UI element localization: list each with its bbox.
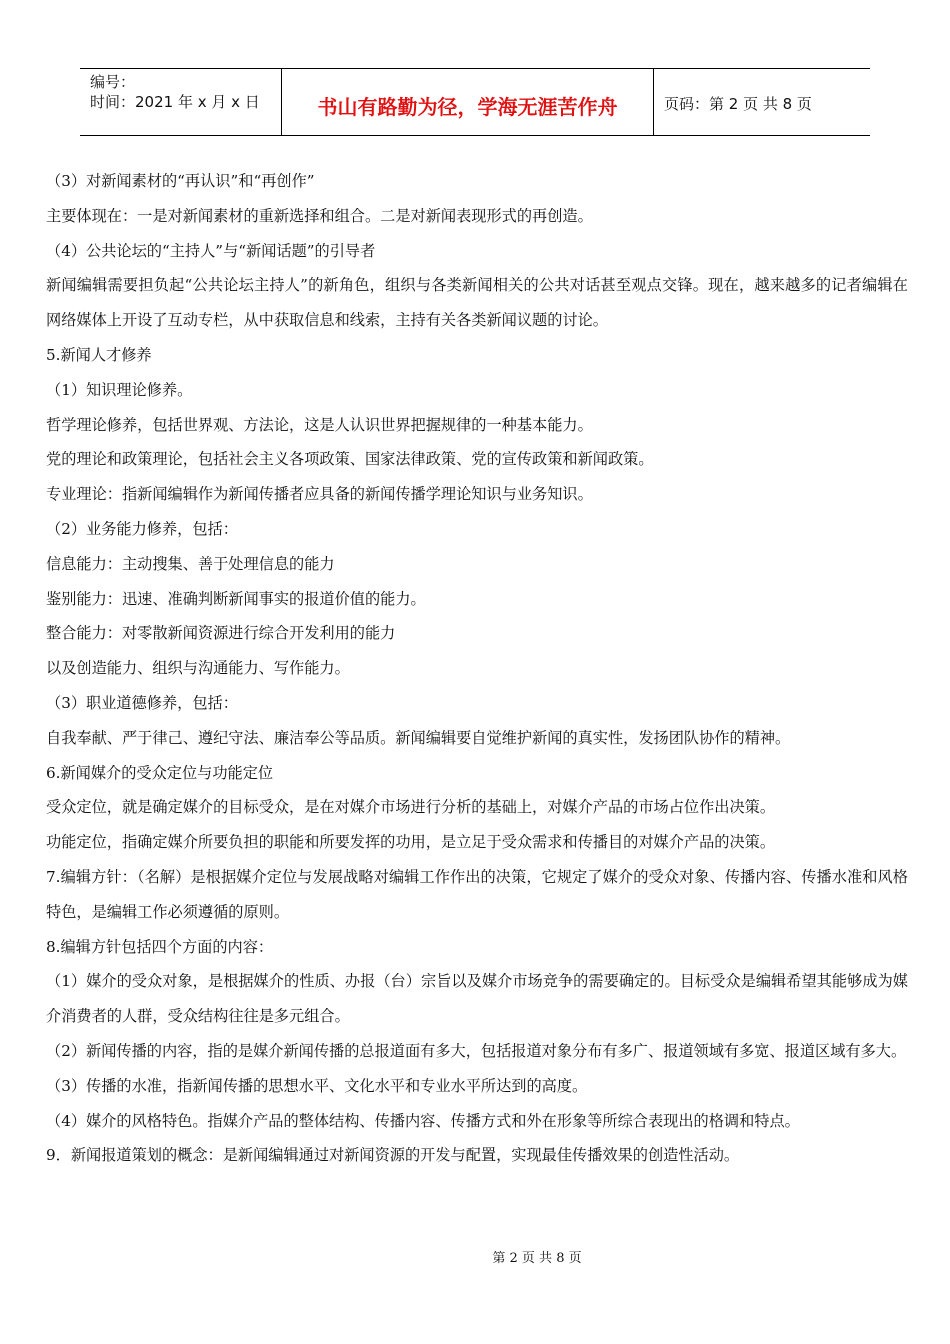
paragraph: 以及创造能力、组织与沟通能力、写作能力。 bbox=[46, 659, 350, 678]
document-number-label: 编号： bbox=[90, 73, 136, 91]
paragraph: （3）职业道德修养，包括： bbox=[46, 693, 238, 712]
header-page-code: 页码：第 2 页 共 8 页 bbox=[664, 94, 812, 113]
paragraph: 党的理论和政策理论，包括社会主义各项政策、国家法律政策、党的宣传政策和新闻政策。 bbox=[46, 450, 654, 469]
paragraph: 哲学理论修养，包括世界观、方法论，这是人认识世界把握规律的一种基本能力。 bbox=[46, 415, 593, 434]
document-body bbox=[46, 164, 908, 1173]
section-heading: 8.编辑方针包括四个方面的内容： bbox=[46, 937, 274, 956]
header-motto: 书山有路勤为径，学海无涯苦作舟 bbox=[282, 69, 654, 135]
paragraph: （2）新闻传播的内容，指的是媒介新闻传播的总报道面有多大，包括报道对象分布有多广、报道领域有多宽、报道区域有多大。 bbox=[46, 1041, 907, 1060]
paragraph: （3）传播的水准，指新闻传播的思想水平、文化水平和专业水平所达到的高度。 bbox=[46, 1076, 588, 1095]
paragraph: 新闻编辑需要担负起“公共论坛主持人”的新角色，组织与各类新闻相关的公共对话甚至观点交锋。现在，越来越多的记者编辑在网络媒体上开设了互动专栏，从中获取信息和线索，主持有关各类新闻议题的讨论。 bbox=[46, 276, 908, 330]
paragraph: 鉴别能力：迅速、准确判断新闻事实的报道价值的能力。 bbox=[46, 589, 426, 608]
section-heading: 7.编辑方针：（名解）是根据媒介定位与发展战略对编辑工作作出的决策，它规定了媒介的受众对象、传播内容、传播水准和风格特色，是编辑工作必须遵循的原则。 bbox=[46, 867, 908, 921]
section-heading: 9．新闻报道策划的概念：是新闻编辑通过对新闻资源的开发与配置，实现最佳传播效果的创造性活动。 bbox=[46, 1146, 740, 1165]
paragraph: 受众定位，就是确定媒介的目标受众，是在对媒介市场进行分析的基础上，对媒介产品的市场占位作出决策。 bbox=[46, 798, 775, 817]
section-heading: 6.新闻媒介的受众定位与功能定位 bbox=[46, 763, 274, 782]
section-heading: 5.新闻人才修养 bbox=[46, 345, 152, 364]
paragraph: 自我奉献、严于律己、遵纪守法、廉洁奉公等品质。新闻编辑要自觉维护新闻的真实性，发扬团队协作的精神。 bbox=[46, 728, 791, 747]
paragraph: 主要体现在：一是对新闻素材的重新选择和组合。二是对新闻表现形式的再创造。 bbox=[46, 206, 593, 225]
header-meta bbox=[80, 69, 282, 135]
paragraph: 信息能力：主动搜集、善于处理信息的能力 bbox=[46, 554, 335, 573]
paragraph: 整合能力：对零散新闻资源进行综合开发利用的能力 bbox=[46, 624, 396, 643]
paragraph: 专业理论：指新闻编辑作为新闻传播者应具备的新闻传播学理论知识与业务知识。 bbox=[46, 485, 593, 504]
paragraph: 功能定位，指确定媒介所要负担的职能和所要发挥的功用，是立足于受众需求和传播目的对媒介产品的决策。 bbox=[46, 833, 775, 852]
paragraph: （1）媒介的受众对象，是根据媒介的性质、办报（台）宗旨以及媒介市场竞争的需要确定的。目标受众是编辑希望其能够成为媒介消费者的人群，受众结构往往是多元组合。 bbox=[46, 972, 908, 1026]
page-footer: 第 2 页 共 8 页 bbox=[492, 1251, 582, 1266]
paragraph: （2）业务能力修养，包括： bbox=[46, 519, 238, 538]
page-header bbox=[80, 68, 870, 136]
paragraph: （4）媒介的风格特色。指媒介产品的整体结构、传播内容、传播方式和外在形象等所综合表现出的格调和特点。 bbox=[46, 1111, 800, 1130]
paragraph: （1）知识理论修养。 bbox=[46, 380, 193, 399]
document-date: 时间：2021 年 x 月 x 日 bbox=[90, 93, 260, 111]
paragraph: （3）对新闻素材的“再认识”和“再创作” bbox=[46, 172, 315, 190]
paragraph: （4）公共论坛的“主持人”与“新闻话题”的引导者 bbox=[46, 241, 376, 260]
